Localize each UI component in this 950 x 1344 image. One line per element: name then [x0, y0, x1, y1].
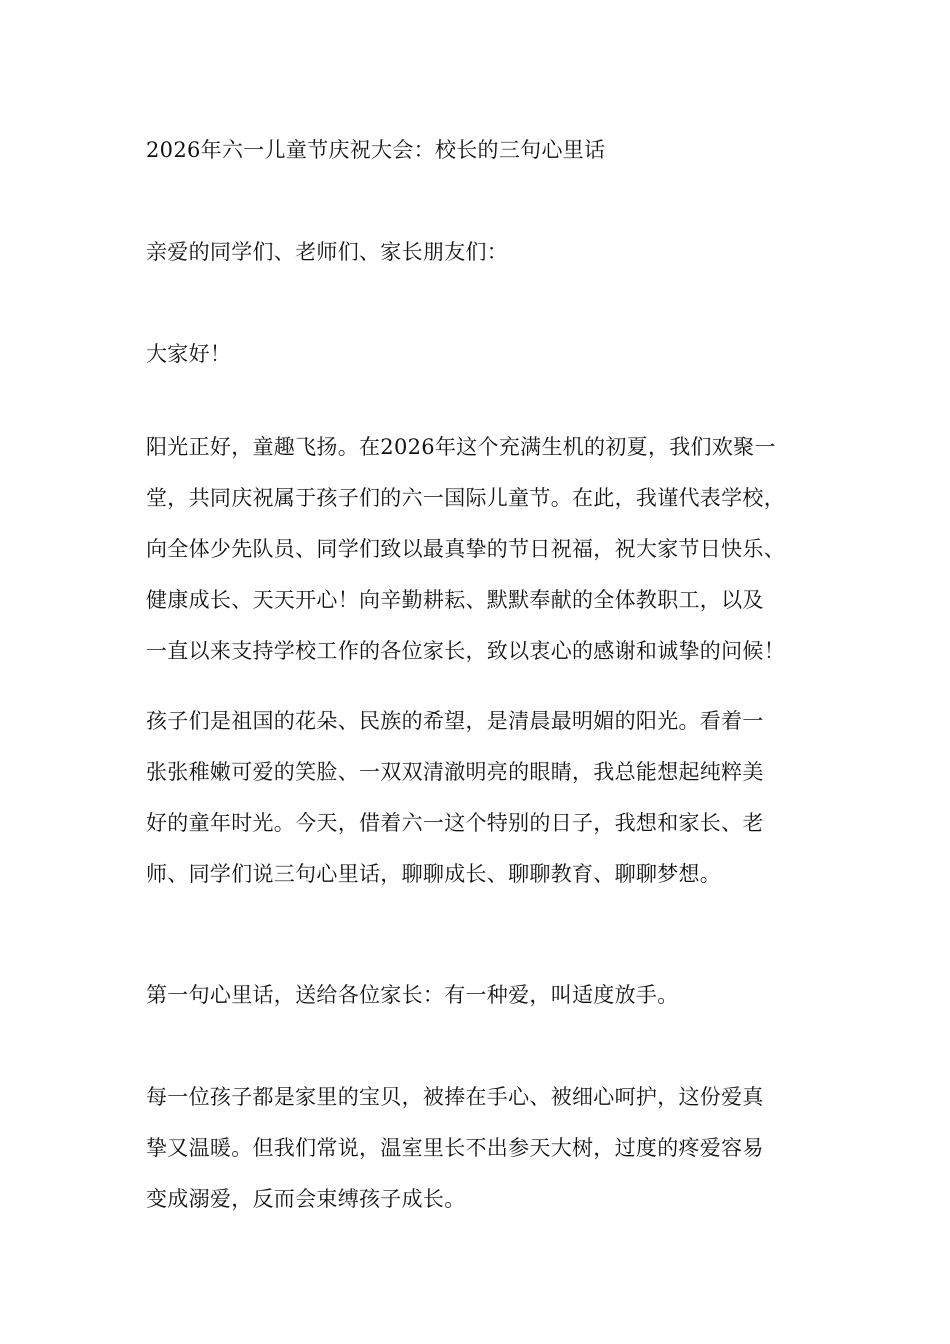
text-line: 师、同学们说三句心里话，聊聊成长、聊聊教育、聊聊梦想。	[146, 862, 722, 886]
document-title	[146, 131, 836, 169]
paragraph-parents	[146, 1078, 836, 1231]
text-line: 2026年六一儿童节庆祝大会：校长的三句心里话	[146, 138, 606, 162]
text-line: 第一句心里话，送给各位家长：有一种爱，叫适度放手。	[146, 983, 679, 1007]
text-line: 每一位孩子都是家里的宝贝，被捧在手心、被细心呵护，这份爱真	[146, 1085, 764, 1109]
text-line: 孩子们是祖国的花朵、民族的希望，是清晨最明媚的阳光。看着一	[146, 709, 764, 733]
text-line: 亲爱的同学们、老师们、家长朋友们：	[146, 240, 509, 264]
text-line: 健康成长、天天开心！向辛勤耕耘、默默奉献的全体教职工，以及	[146, 588, 764, 612]
section-heading-first	[146, 976, 836, 1014]
text-line: 好的童年时光。今天，借着六一这个特别的日子，我想和家长、老	[146, 811, 764, 835]
text-line: 堂，共同庆祝属于孩子们的六一国际儿童节。在此，我谨代表学校，	[146, 486, 785, 510]
text-line: 大家好！	[146, 342, 232, 366]
paragraph-opening	[146, 428, 836, 683]
text-line: 阳光正好，童趣飞扬。在2026年这个充满生机的初夏，我们欢聚一	[146, 435, 776, 459]
text-line: 张张稚嫩可爱的笑脸、一双双清澈明亮的眼睛，我总能想起纯粹美	[146, 760, 764, 784]
salutation	[146, 233, 836, 271]
paragraph-children	[146, 702, 836, 906]
text-line: 向全体少先队员、同学们致以最真挚的节日祝福，祝大家节日快乐、	[146, 537, 785, 561]
greeting	[146, 335, 836, 373]
text-line: 变成溺爱，反而会束缚孩子成长。	[146, 1187, 466, 1211]
text-line: 一直以来支持学校工作的各位家长，致以衷心的感谢和诚挚的问候！	[146, 639, 785, 663]
text-line: 挚又温暖。但我们常说，温室里长不出参天大树，过度的疼爱容易	[146, 1136, 764, 1160]
